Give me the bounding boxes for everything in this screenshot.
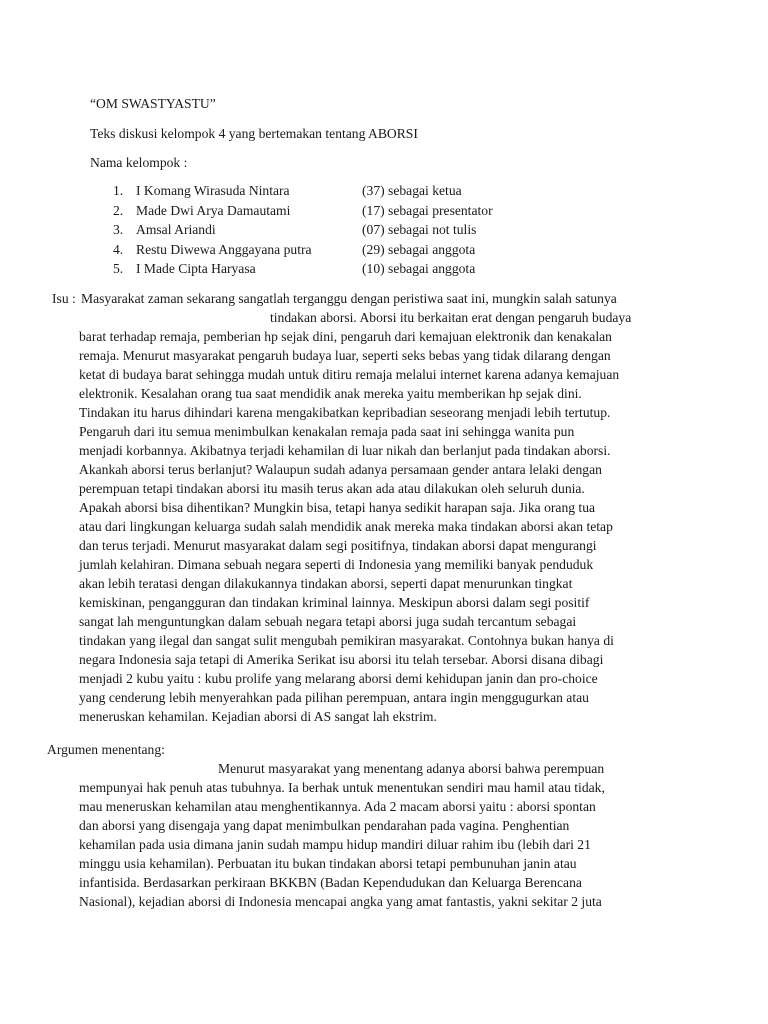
members-heading: Nama kelompok : xyxy=(90,155,188,170)
member-number: 2. xyxy=(113,203,124,218)
member-role: (17) sebagai presentator xyxy=(362,203,493,218)
isu-line: menjadi 2 kubu yaitu : kubu prolife yang melarang aborsi demi kehidupan janin dan pro-choice xyxy=(79,671,598,686)
member-name: Restu Diwewa Anggayana putra xyxy=(136,242,312,257)
isu-line: remaja. Menurut masyarakat pengaruh budaya luar, seperti seks bebas yang tidak dilarang dengan xyxy=(79,348,611,363)
isu-line: ketat di budaya barat sehingga mudah untuk ditiru remaja melalui internet karena adanya kemajuan xyxy=(79,367,620,382)
isu-line: Masyarakat zaman sekarang sangatlah terganggu dengan peristiwa saat ini, mungkin salah satunya xyxy=(81,291,617,306)
member-name: I Komang Wirasuda Nintara xyxy=(136,183,290,198)
isu-line: akan lebih teratasi dengan dilakukannya tindakan aborsi, seperti dapat menurunkan tingkat xyxy=(79,576,573,591)
isu-line: yang cenderung lebih menyerahkan pada pilihan perempuan, antara ingin menggugurkan atau xyxy=(79,690,589,705)
argumen-line: Menurut masyarakat yang menentang adanya aborsi bahwa perempuan xyxy=(218,761,605,776)
argumen-line: infantisida. Berdasarkan perkiraan BKKBN (Badan Kependudukan dan Keluarga Berencana xyxy=(79,875,582,890)
isu-line: elektronik. Kesalahan orang tua saat mendidik anak mereka yaitu memberikan hp sejak dini. xyxy=(79,386,582,401)
member-role: (07) sebagai not tulis xyxy=(362,222,477,237)
member-number: 1. xyxy=(113,183,124,198)
member-role: (37) sebagai ketua xyxy=(362,183,462,198)
argumen-line: kehamilan pada usia dimana janin sudah mampu hidup mandiri diluar rahim ibu (lebih dari 21 xyxy=(79,837,591,852)
isu-line: Apakah aborsi bisa dihentikan? Mungkin bisa, tetapi hanya sedikit harapan saja. Jika orang tua xyxy=(79,500,596,515)
isu-line: Tindakan itu harus dihindari karena mengakibatkan kepribadian seseorang menjadi lebih tertutup. xyxy=(79,405,611,420)
argumen-line: Nasional), kejadian aborsi di Indonesia mencapai angka yang amat fantastis, yakni sekitar 2 juta xyxy=(79,894,602,909)
isu-line: Pengaruh dari itu semua menimbulkan kenakalan remaja pada saat ini sehingga wanita pun xyxy=(79,424,575,439)
isu-line: dan terus terjadi. Menurut masyarakat dalam segi positifnya, tindakan aborsi dapat mengurangi xyxy=(79,538,597,553)
isu-line: meneruskan kehamilan. Kejadian aborsi di AS sangat lah ekstrim. xyxy=(79,709,437,724)
isu-line: atau dari lingkungan keluarga sudah salah mendidik anak mereka maka tindakan aborsi akan tetap xyxy=(79,519,613,534)
argumen-line: minggu usia kehamilan). Perbuatan itu bukan tindakan aborsi tetapi pembunuhan janin atau xyxy=(79,856,577,871)
argumen-line: dan aborsi yang disengaja yang dapat menimbulkan pendarahan pada vagina. Penghentian xyxy=(79,818,570,833)
argumen-line: mau meneruskan kehamilan atau menghentikannya. Ada 2 macam aborsi yaitu : aborsi spontan xyxy=(79,799,596,814)
isu-line: perempuan tetapi tindakan aborsi itu masih terus akan ada atau dilakukan oleh seluruh dunia. xyxy=(79,481,585,496)
member-number: 3. xyxy=(113,222,124,237)
member-name: I Made Cipta Haryasa xyxy=(136,261,256,276)
isu-line: tindakan yang ilegal dan sangat sulit mengubah pemikiran masyarakat. Contohnya bukan hanya di xyxy=(79,633,614,648)
greeting: “OM SWASTYASTU” xyxy=(90,96,216,111)
isu-line: barat terhadap remaja, pemberian hp sejak dini, pengaruh dari kemajuan elektronik dan kenakalan xyxy=(79,329,612,344)
isu-line: kemiskinan, pengangguran dan tindakan kriminal lainnya. Meskipun aborsi dalam segi positif xyxy=(79,595,590,610)
argumen-heading: Argumen menentang: xyxy=(47,742,165,757)
isu-line: jumlah kelahiran. Dimana sebuah negara seperti di Indonesia yang memiliki banyak penduduk xyxy=(79,557,594,572)
isu-line: menjadi korbannya. Akibatnya terjadi kehamilan di luar nikah dan berlanjut pada tindakan aborsi. xyxy=(79,443,611,458)
subtitle: Teks diskusi kelompok 4 yang bertemakan tentang ABORSI xyxy=(90,126,418,141)
member-name: Amsal Ariandi xyxy=(136,222,216,237)
member-number: 5. xyxy=(113,261,124,276)
member-role: (29) sebagai anggota xyxy=(362,242,476,257)
isu-line: negara Indonesia saja tetapi di Amerika Serikat isu aborsi itu telah tersebar. Aborsi disana dibagi xyxy=(79,652,604,667)
isu-label: Isu : xyxy=(52,291,76,306)
argumen-line: mempunyai hak penuh atas tubuhnya. Ia berhak untuk menentukan sendiri mau hamil atau tidak, xyxy=(79,780,605,795)
isu-line: sangat lah menguntungkan dalam sebuah negara tetapi aborsi juga sudah tercantum sebagai xyxy=(79,614,577,629)
isu-line: Akankah aborsi terus berlanjut? Walaupun sudah adanya persamaan gender antara lelaki dengan xyxy=(79,462,602,477)
isu-line: tindakan aborsi. Aborsi itu berkaitan erat dengan pengaruh budaya xyxy=(270,310,632,325)
member-number: 4. xyxy=(113,242,124,257)
member-role: (10) sebagai anggota xyxy=(362,261,476,276)
member-name: Made Dwi Arya Damautami xyxy=(136,203,291,218)
